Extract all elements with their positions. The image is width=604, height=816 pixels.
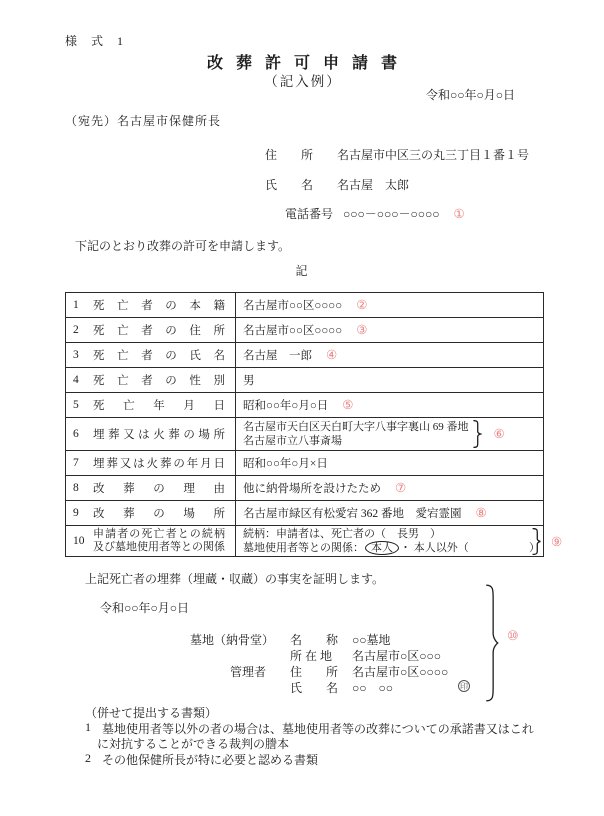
form-number: 様 式 1 xyxy=(65,34,125,48)
row-label-cell xyxy=(66,526,236,556)
row-label: 死亡者の住所 xyxy=(93,325,225,337)
cemetery-name-value: ○○墓地 xyxy=(352,633,391,647)
attached-documents-heading: （併せて提出する書類） xyxy=(85,706,218,720)
burial-place-line1: 名古屋市天白区天白町大字八事字裏山 69 番地 xyxy=(243,420,469,433)
cert-row-manager-address xyxy=(0,663,604,679)
row-label-cell xyxy=(66,343,236,367)
table-row xyxy=(66,343,543,368)
annotation-ref-1: ① xyxy=(453,207,465,221)
row-label-cell xyxy=(66,393,236,417)
table-row xyxy=(66,501,543,526)
address-value: 名古屋市中区三の丸三丁目１番１号 xyxy=(337,148,530,162)
name-label: 氏 名 xyxy=(265,178,314,192)
row-label-lines xyxy=(93,528,225,555)
note-2-text: その他保健所長が特に必要と認める書類 xyxy=(102,753,319,767)
row-value-cell xyxy=(236,318,543,342)
row-value: 昭和○○年○月×日 xyxy=(243,458,328,470)
seal-mark-icon: 印 xyxy=(460,682,468,691)
row-value-cell xyxy=(236,418,543,450)
manager-address-value: 名古屋市○区○○○○ xyxy=(352,665,449,679)
applicant-address-line xyxy=(265,146,529,163)
note-item-2 xyxy=(85,751,565,768)
row-value: 名古屋 一郎 xyxy=(243,350,312,362)
row-number: 2 xyxy=(73,324,79,336)
table-row xyxy=(66,526,543,556)
row-value-cell xyxy=(236,343,543,367)
page-subtitle: （記入例） xyxy=(264,74,342,89)
annotation-ref-8: ⑧ xyxy=(475,506,487,520)
row-label-cell xyxy=(66,293,236,317)
row-number: 4 xyxy=(73,374,79,386)
row-number: 10 xyxy=(73,535,85,547)
annotation-ref-5: ⑤ xyxy=(342,398,354,412)
table-row xyxy=(66,418,543,451)
relationship-value-line2 xyxy=(243,541,540,555)
table-row xyxy=(66,451,543,476)
intro-statement: 下記のとおり改葬の許可を申請します。 xyxy=(75,239,291,253)
annotation-ref-6: ⑥ xyxy=(493,427,505,441)
burial-place-line2: 名古屋市立八事斎場 xyxy=(243,435,342,447)
row-label-cell xyxy=(66,418,236,450)
applicant-phone-line xyxy=(285,205,465,222)
page-title: 改葬許可申請書 xyxy=(206,55,410,72)
certification-date: 令和○○年○月○日 xyxy=(100,601,189,615)
cemetery-name-label: 名 称 xyxy=(290,633,339,647)
note-1-text: 墓地使用者等以外の者の場合は、墓地使用者等の改葬についての承諾書又はこれ xyxy=(102,722,534,736)
brace-row6 xyxy=(472,420,482,448)
row-value-cell xyxy=(236,368,543,392)
certification-statement: 上記死亡者の埋葬（埋蔵・収蔵）の事実を証明します。 xyxy=(85,572,385,586)
grave-label: 墓地（納骨堂） xyxy=(190,633,275,647)
table-row xyxy=(66,318,543,343)
brace-certification xyxy=(484,584,500,702)
note-2-number: 2 xyxy=(85,751,91,765)
table-row xyxy=(66,476,543,501)
row-value: 名古屋市○○区○○○○ xyxy=(243,325,343,337)
note-1-number: 1 xyxy=(85,720,91,734)
row-label: 死亡者の性別 xyxy=(93,375,225,387)
manager-name-value: ○○ ○○ xyxy=(352,681,393,695)
row-value: 昭和○○年○月○日 xyxy=(243,400,329,412)
name-value: 名古屋 太郎 xyxy=(337,178,410,192)
circled-selection: 本人 xyxy=(365,541,399,555)
row-value: 他に納骨場所を設けたため xyxy=(243,483,381,495)
relationship-label-line1: 申請者の死亡者との続柄 xyxy=(93,527,225,540)
row-number: 1 xyxy=(73,299,79,311)
row-value-cell xyxy=(236,393,543,417)
manager-address-label: 住 所 xyxy=(290,665,339,679)
row-number: 3 xyxy=(73,349,79,361)
location-label: 所 在 地 xyxy=(290,649,333,663)
annotation-ref-9: ⑨ xyxy=(551,535,563,549)
addressee: （宛先）名古屋市保健所長 xyxy=(65,114,222,128)
row-label: 改葬の場所 xyxy=(93,508,225,520)
relation-mid: ・ 本人以外（ xyxy=(400,542,469,554)
row-label: 死亡年月日 xyxy=(93,400,225,412)
location-value: 名古屋市○区○○○ xyxy=(352,649,441,663)
phone-value: ○○○－○○○－○○○○ xyxy=(343,207,440,221)
annotation-ref-2: ② xyxy=(356,298,368,312)
row-label-cell xyxy=(66,451,236,475)
table-row xyxy=(66,368,543,393)
row-label-cell xyxy=(66,501,236,525)
row-value: 名古屋市○○区○○○○ xyxy=(243,300,343,312)
table-row xyxy=(66,393,543,418)
relation-prefix: 墓地使用者等との関係： xyxy=(243,542,364,554)
row-label-cell xyxy=(66,476,236,500)
row-label-cell xyxy=(66,318,236,342)
row-value: 男 xyxy=(243,375,255,387)
manager-name-label: 氏 名 xyxy=(290,681,339,695)
relationship-label-line2: 及び墓地使用者等との関係 xyxy=(93,541,225,553)
relation-close-paren: ） xyxy=(529,542,540,554)
row-value-cell xyxy=(236,501,543,525)
cert-row-manager-name xyxy=(0,679,604,695)
application-date: 令和○○年○月○日 xyxy=(426,88,515,102)
address-label: 住 所 xyxy=(265,148,314,162)
application-table xyxy=(65,292,544,557)
row-label-cell xyxy=(66,368,236,392)
row-value-cell xyxy=(236,451,543,475)
annotation-ref-7: ⑦ xyxy=(395,481,407,495)
brace-row10 xyxy=(531,528,542,555)
annotation-ref-4: ④ xyxy=(326,348,338,362)
row-value-cell xyxy=(236,476,543,500)
applicant-name-line xyxy=(265,176,409,193)
table-row xyxy=(66,293,543,318)
row-number: 8 xyxy=(73,482,79,494)
row-value: 名古屋市緑区有松愛宕 362 番地 愛宕霊園 xyxy=(243,508,462,520)
row-number: 5 xyxy=(73,399,79,411)
row-label: 埋葬又は火葬の場所 xyxy=(93,429,225,441)
note-item-1-continued: に対抗することができる裁判の謄本 xyxy=(97,737,290,751)
row-number: 7 xyxy=(73,457,79,469)
relationship-value-line1: 続柄：申請者は、死亡者の（ 長男 ） xyxy=(243,528,441,540)
ki-heading: 記 xyxy=(295,264,309,278)
row-label: 死亡者の本籍 xyxy=(93,300,225,312)
row-value-cell xyxy=(236,293,543,317)
row-number: 9 xyxy=(73,507,79,519)
cert-row-location xyxy=(0,647,604,663)
row-label: 死亡者の氏名 xyxy=(93,350,225,362)
manager-label: 管理者 xyxy=(230,665,267,679)
row-label: 埋葬又は火葬の年月日 xyxy=(93,458,225,470)
annotation-ref-10: ⑩ xyxy=(507,628,519,643)
phone-label: 電話番号 xyxy=(285,207,334,221)
annotation-ref-3: ③ xyxy=(356,323,368,337)
row-number: 6 xyxy=(73,428,79,440)
row-label: 改葬の理由 xyxy=(93,483,225,495)
row-value-lines xyxy=(243,420,469,449)
row-value-cell xyxy=(236,526,543,556)
